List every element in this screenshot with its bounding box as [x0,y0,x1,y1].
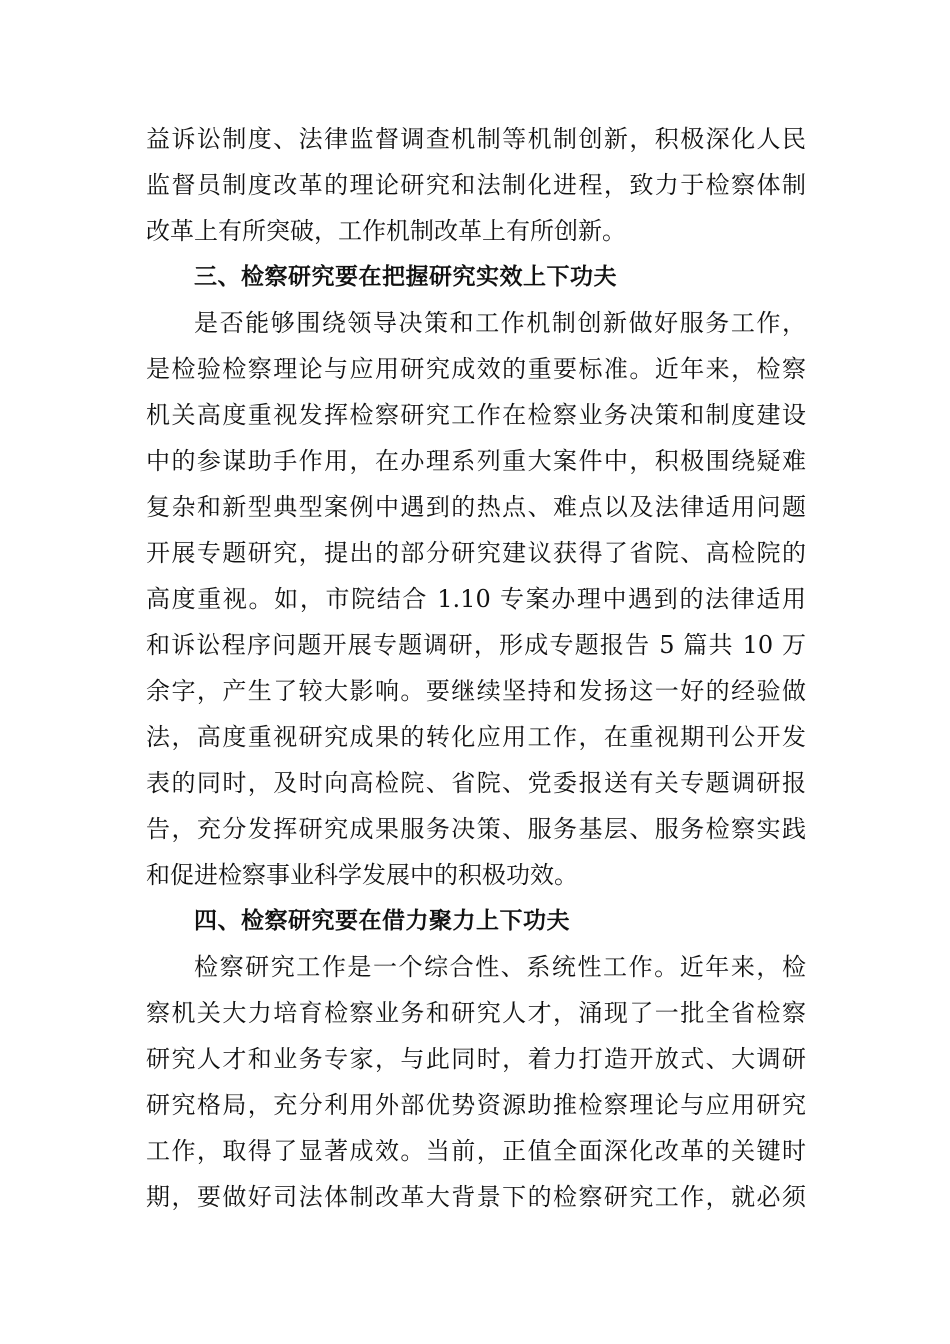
text-line: 中的参谋助手作用，在办理系列重大案件中，积极围绕疑难 [146,447,806,475]
section-4-paragraph [146,944,806,1220]
text-line: 察机关大力培育检察业务和研究人才，涌现了一批全省检察 [146,999,806,1027]
continued-paragraph [146,116,806,254]
text-line: 是否能够围绕领导决策和工作机制创新做好服务工作， [194,309,806,337]
text-line: 检察研究工作是一个综合性、系统性工作。近年来，检 [194,953,806,981]
text-line: 益诉讼制度、法律监督调查机制等机制创新，积极深化人民 [146,125,806,153]
section-heading-4: 四、检察研究要在借力聚力上下功夫 [194,908,570,934]
text-line: 开展专题研究，提出的部分研究建议获得了省院、高检院的 [146,539,806,567]
text-line: 研究格局，充分利用外部优势资源助推检察理论与应用研究 [146,1091,806,1119]
text-line: 监督员制度改革的理论研究和法制化进程，致力于检察体制 [146,171,806,199]
text-line: 法，高度重视研究成果的转化应用工作，在重视期刊公开发 [146,723,806,751]
text-line: 高度重视。如，市院结合 1.10 专案办理中遇到的法律适用 [146,585,806,613]
text-line: 告，充分发挥研究成果服务决策、服务基层、服务检察实践 [146,815,806,843]
text-line: 和诉讼程序问题开展专题调研，形成专题报告 5 篇共 10 万 [146,631,806,659]
text-line: 工作，取得了显著成效。当前，正值全面深化改革的关键时 [146,1137,806,1165]
section-3-paragraph [146,300,806,898]
document-body [146,116,806,1220]
text-line: 研究人才和业务专家，与此同时，着力打造开放式、大调研 [146,1045,806,1073]
text-line: 机关高度重视发挥检察研究工作在检察业务决策和制度建设 [146,401,806,429]
text-line: 余字，产生了较大影响。要继续坚持和发扬这一好的经验做 [146,677,806,705]
text-line: 期，要做好司法体制改革大背景下的检察研究工作，就必须 [146,1183,806,1211]
text-line: 复杂和新型典型案例中遇到的热点、难点以及法律适用问题 [146,493,806,521]
section-heading-3: 三、检察研究要在把握研究实效上下功夫 [194,264,617,290]
text-line: 改革上有所突破，工作机制改革上有所创新。 [146,217,626,245]
text-line: 和促进检察事业科学发展中的积极功效。 [146,861,578,889]
text-line: 表的同时，及时向高检院、省院、党委报送有关专题调研报 [146,769,806,797]
text-line: 是检验检察理论与应用研究成效的重要标准。近年来，检察 [146,355,806,383]
